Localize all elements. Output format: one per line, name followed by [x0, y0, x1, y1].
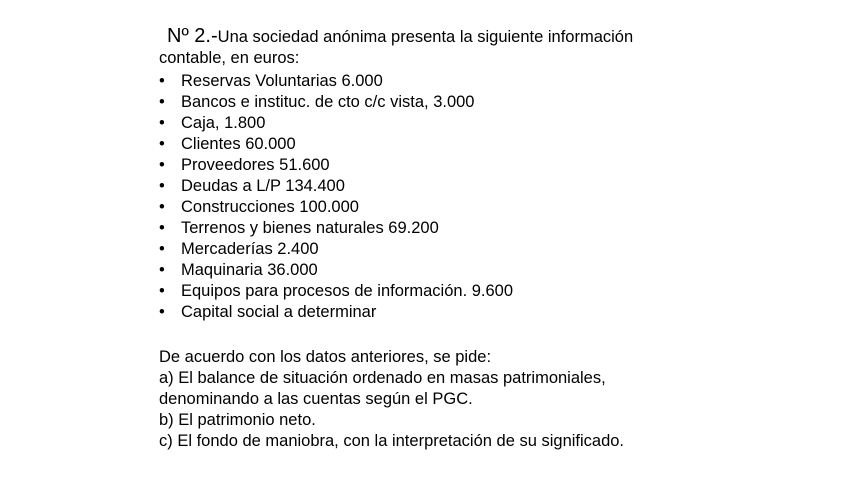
list-item [159, 134, 513, 155]
list-item-text: Mercaderías 2.400 [181, 240, 319, 258]
intro-line-1: Una sociedad anónima presenta la siguiente información [217, 28, 634, 46]
bullet-icon: • [159, 135, 165, 153]
accounts-list [159, 71, 513, 323]
list-item-text: Capital social a determinar [181, 303, 377, 321]
bullet-icon: • [159, 303, 165, 321]
bullet-icon: • [159, 261, 165, 279]
bullet-icon: • [159, 198, 165, 216]
bullet-icon: • [159, 240, 165, 258]
list-item-text: Bancos e instituc. de cto c/c vista, 3.000 [181, 93, 475, 111]
list-item [159, 197, 513, 218]
list-item-text: Proveedores 51.600 [181, 156, 330, 174]
list-item-text: Construcciones 100.000 [181, 198, 359, 216]
list-item-text: Clientes 60.000 [181, 135, 296, 153]
list-item-text: Equipos para procesos de información. 9.600 [181, 282, 514, 300]
list-item [159, 71, 513, 92]
list-item-text: Caja, 1.800 [181, 114, 266, 132]
problem-statement [159, 26, 759, 69]
list-item [159, 260, 513, 281]
list-item [159, 239, 513, 260]
bullet-icon: • [159, 114, 165, 132]
intro-line-2: contable, en euros: [159, 49, 300, 67]
list-item [159, 113, 513, 134]
list-item [159, 155, 513, 176]
tasks-section [159, 347, 624, 452]
list-item [159, 302, 513, 323]
bullet-icon: • [159, 156, 165, 174]
list-item-text: Reservas Voluntarias 6.000 [181, 72, 383, 90]
list-item [159, 176, 513, 197]
list-item-text: Terrenos y bienes naturales 69.200 [181, 219, 439, 237]
bullet-icon: • [159, 219, 165, 237]
task-c: c) El fondo de maniobra, con la interpretación de su significado. [159, 432, 625, 450]
list-item-text: Maquinaria 36.000 [181, 261, 318, 279]
task-b: b) El patrimonio neto. [159, 411, 316, 429]
bullet-icon: • [159, 282, 165, 300]
list-item-text: Deudas a L/P 134.400 [181, 177, 345, 195]
list-item [159, 92, 513, 113]
list-item [159, 281, 513, 302]
task-a-line-2: denominando a las cuentas según el PGC. [159, 390, 473, 408]
bullet-icon: • [159, 93, 165, 111]
tasks-lead: De acuerdo con los datos anteriores, se pide: [159, 348, 492, 366]
task-a-line-1: a) El balance de situación ordenado en masas patrimoniales, [159, 369, 606, 387]
list-item [159, 218, 513, 239]
bullet-icon: • [159, 177, 165, 195]
problem-number: Nº 2.- [167, 25, 218, 47]
bullet-icon: • [159, 72, 165, 90]
